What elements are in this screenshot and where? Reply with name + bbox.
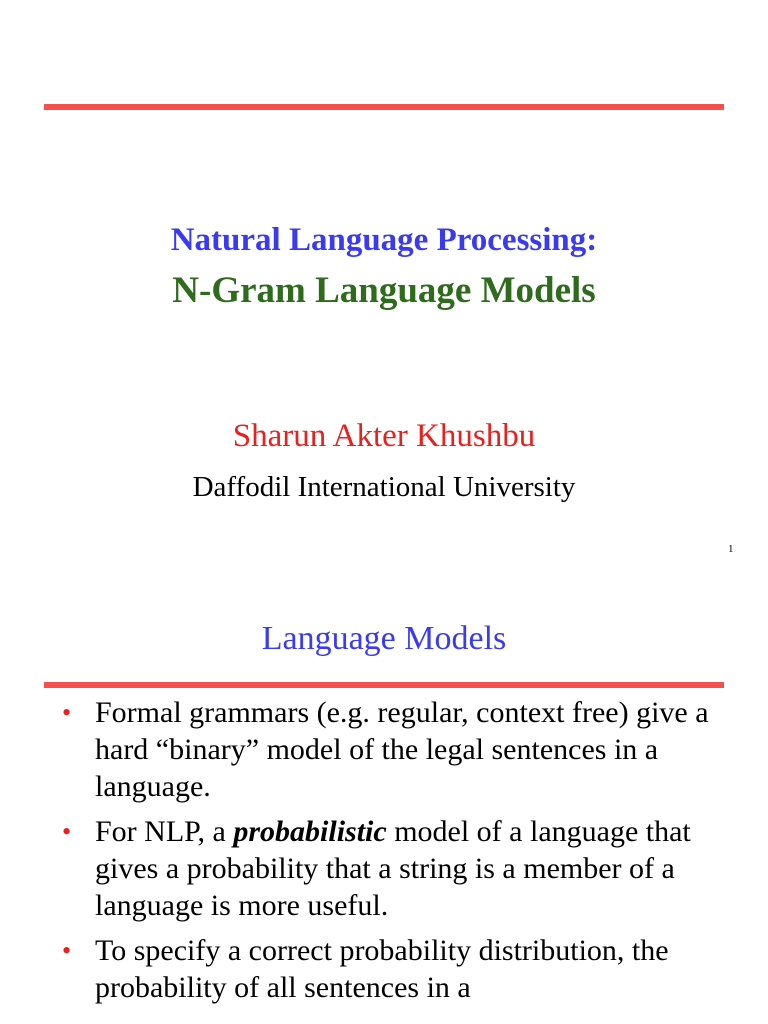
content-slide — [0, 576, 768, 1024]
slide-title-topic: N-Gram Language Models — [172, 270, 596, 311]
bullet-text: Formal grammars (e.g. regular, context free) give a hard “binary” model of the legal sentences in a language. — [95, 696, 709, 803]
bullet-dot-icon: • — [62, 936, 72, 965]
bullet-text: To specify a correct probability distribution, the probability of all sentences in a — [95, 934, 669, 1004]
bullet-item — [62, 813, 712, 924]
heading-divider-rule — [44, 682, 724, 688]
bullet-emphasis: probabilistic — [233, 815, 387, 848]
slide-title-course: Natural Language Processing: — [170, 222, 598, 258]
bullet-item — [62, 694, 712, 805]
top-divider-rule — [44, 104, 724, 110]
author-name: Sharun Akter Khushbu — [232, 418, 536, 454]
bullet-dot-icon: • — [62, 698, 72, 727]
page-number: 1 — [728, 543, 734, 555]
slide-heading: Language Models — [261, 620, 507, 657]
bullet-text-before: For NLP, a — [95, 815, 234, 848]
bullet-text-after: model of a language that gives a probability that a string is a member of a language is more useful. — [95, 815, 691, 922]
bullet-item — [62, 932, 712, 1006]
author-affiliation: Daffodil International University — [192, 471, 576, 503]
bullet-list — [62, 694, 712, 1014]
bullet-dot-icon: • — [62, 817, 72, 846]
